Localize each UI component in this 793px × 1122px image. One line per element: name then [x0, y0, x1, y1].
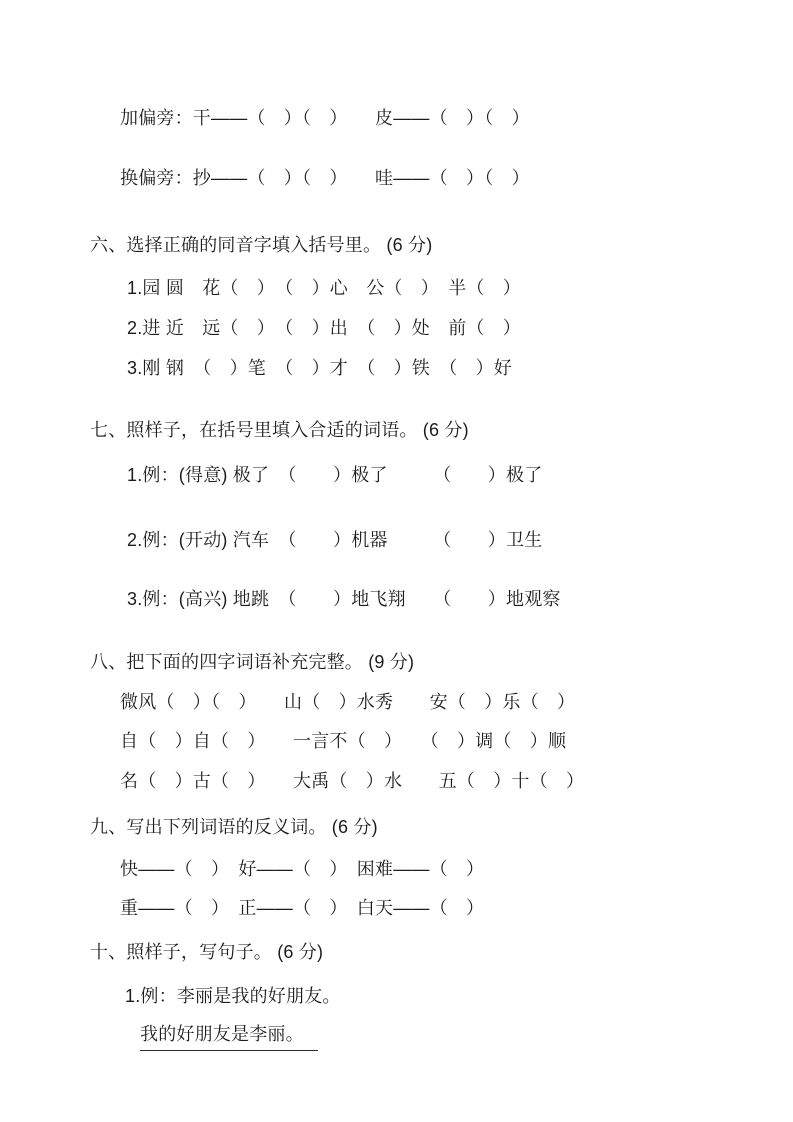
section-7-item-2: 2.例：(开动) 汽车 （ ）机器 （ ）卫生 [127, 530, 543, 550]
section-10-example: 1.例：李丽是我的好朋友。 [125, 986, 341, 1006]
section-6-item-1: 1.园 圆 花（ ） （ ）心 公（ ） 半（ ） [127, 278, 522, 298]
section-7-item-3: 3.例：(高兴) 地跳 （ ）地飞翔 （ ）地观察 [127, 589, 561, 609]
section-9-heading: 九、写出下列词语的反义词。 (6 分) [90, 817, 378, 837]
section-6-heading: 六、选择正确的同音字填入括号里。 (6 分) [90, 235, 433, 255]
radical-replace-line: 换偏旁：抄——（ ）（ ） 哇——（ ）（ ） [120, 168, 530, 188]
section-7-heading: 七、照样子，在括号里填入合适的词语。 (6 分) [90, 420, 469, 440]
section-6-item-3: 3.刚 钢 （ ）笔 （ ）才 （ ）铁 （ ）好 [127, 358, 513, 378]
section-8-heading: 八、把下面的四字词语补充完整。 (9 分) [90, 652, 415, 672]
section-9-line-2: 重——（ ） 正——（ ） 白天——（ ） [120, 898, 485, 918]
section-8-line-3: 名（ ）古（ ） 大禹（ ）水 五（ ）十（ ） [120, 771, 585, 791]
section-10-heading: 十、照样子，写句子。 (6 分) [90, 942, 324, 962]
section-8-line-1: 微风（ ）（ ） 山（ ）水秀 安（ ）乐（ ） [120, 692, 576, 712]
section-7-item-1: 1.例：(得意) 极了 （ ）极了 （ ）极了 [127, 465, 543, 485]
section-8-line-2: 自（ ）自（ ） 一言不（ ） （ ）调（ ）顺 [120, 731, 567, 751]
section-6-item-2: 2.进 近 远（ ） （ ）出 （ ）处 前（ ） [127, 318, 522, 338]
section-10-answer-underlined: 我的好朋友是李丽。 [140, 1022, 318, 1051]
radical-add-line: 加偏旁：干——（ ）（ ） 皮——（ ）（ ） [120, 108, 530, 128]
section-9-line-1: 快——（ ） 好——（ ） 困难——（ ） [120, 859, 485, 879]
